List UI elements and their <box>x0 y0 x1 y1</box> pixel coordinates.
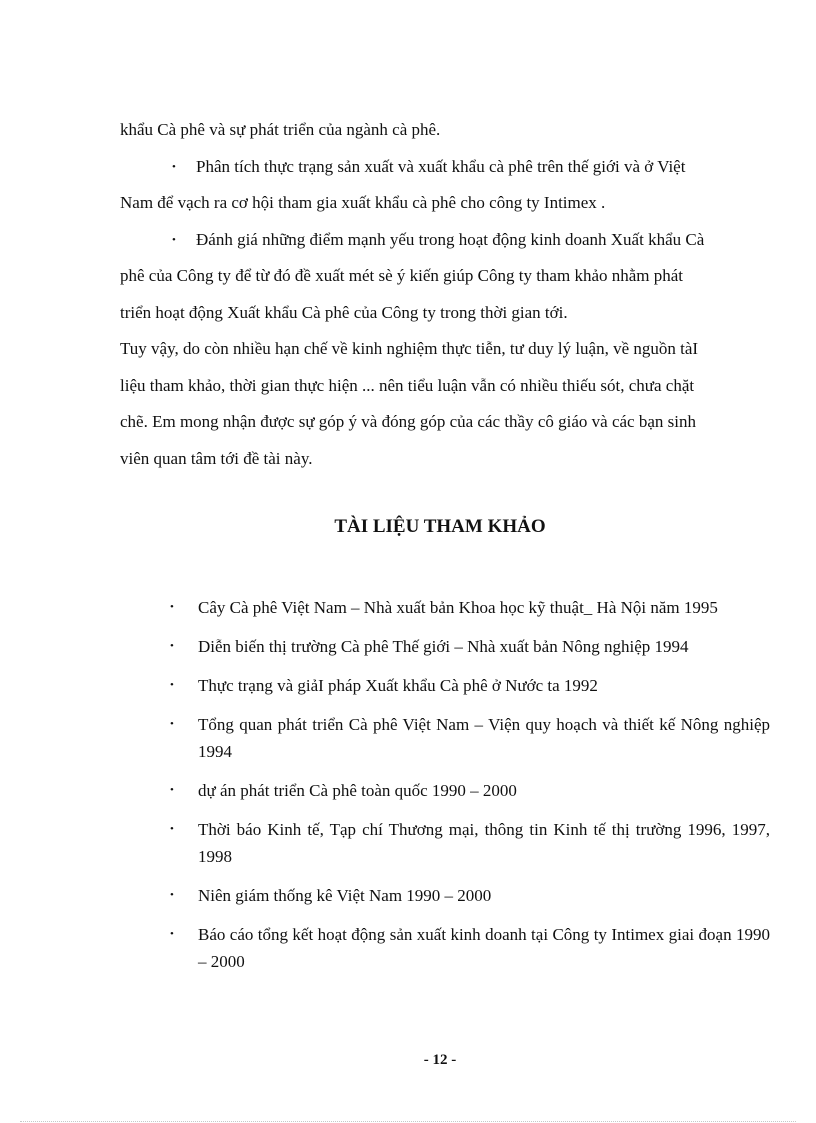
bullet-icon: • <box>170 823 174 835</box>
reference-item <box>170 633 770 660</box>
reference-text: Thời báo Kinh tế, Tạp chí Thương mại, thông tin Kinh tế thị trường 1996, 1997, 1998 <box>198 820 770 866</box>
bullet-item <box>120 149 770 186</box>
bullet-icon: • <box>170 679 174 691</box>
paragraph-line: Nam để vạch ra cơ hội tham gia xuất khẩu cà phê cho công ty Intimex . <box>120 193 606 212</box>
body-text <box>120 112 770 477</box>
reference-text: Cây Cà phê Việt Nam – Nhà xuất bản Khoa học kỹ thuật_ Hà Nội năm 1995 <box>198 598 718 617</box>
references-heading: TÀI LIỆU THAM KHẢO <box>334 516 546 537</box>
bullet-icon: • <box>170 718 174 730</box>
paragraph-line: chẽ. Em mong nhận được sự góp ý và đóng góp của các thầy cô giáo và các bạn sinh <box>120 412 696 431</box>
reference-text: Báo cáo tổng kết hoạt động sản xuất kinh doanh tại Công ty Intimex giai đoạn 1990 – 2000 <box>198 925 770 971</box>
paragraph-line: liệu tham khảo, thời gian thực hiện ... nên tiểu luận vẫn có nhiều thiếu sót, chưa chặt <box>120 375 695 395</box>
references-list <box>170 594 770 987</box>
bullet-icon: • <box>170 928 174 940</box>
bullet-icon: • <box>170 640 174 652</box>
reference-item <box>170 921 770 975</box>
bullet-icon: • <box>170 889 174 901</box>
reference-item <box>170 594 770 621</box>
reference-text: dự án phát triển Cà phê toàn quốc 1990 – 2000 <box>198 781 517 800</box>
paragraph-line: khẩu Cà phê và sự phát triển của ngành cà phê. <box>120 120 441 139</box>
page-number: - 12 - <box>423 1052 457 1068</box>
reference-item <box>170 672 770 699</box>
reference-item <box>170 777 770 804</box>
paragraph-line: viên quan tâm tới đề tài này. <box>120 448 313 468</box>
reference-text: Thực trạng và giảI pháp Xuất khẩu Cà phê ở Nước ta 1992 <box>198 676 598 695</box>
reference-item <box>170 711 770 765</box>
paragraph-line: Tuy vậy, do còn nhiều hạn chế về kinh nghiệm thực tiễn, tư duy lý luận, về nguồn tàI <box>120 339 699 358</box>
bullet-item <box>120 222 770 259</box>
paragraph-line: Phân tích thực trạng sản xuất và xuất khẩu cà phê trên thế giới và ở Việt <box>196 156 686 176</box>
reference-text: Niên giám thống kê Việt Nam 1990 – 2000 <box>198 886 492 905</box>
paragraph-line: triển hoạt động Xuất khẩu Cà phê của Công ty trong thời gian tới. <box>120 302 568 322</box>
reference-item <box>170 816 770 870</box>
bullet-icon: • <box>172 160 176 173</box>
page-bottom-divider <box>20 1121 796 1122</box>
bullet-icon: • <box>172 233 176 246</box>
paragraph-line: phê của Công ty để từ đó đề xuất mét sè ý kiến giúp Công ty tham khảo nhằm phát <box>120 266 684 285</box>
bullet-icon: • <box>170 601 174 613</box>
reference-item <box>170 882 770 909</box>
reference-text: Tổng quan phát triển Cà phê Việt Nam – Viện quy hoạch và thiết kế Nông nghiệp 1994 <box>198 715 770 761</box>
reference-text: Diễn biến thị trường Cà phê Thế giới – Nhà xuất bản Nông nghiệp 1994 <box>198 637 689 656</box>
paragraph-line: Đánh giá những điểm mạnh yếu trong hoạt động kinh doanh Xuất khẩu Cà <box>196 229 705 249</box>
bullet-icon: • <box>170 784 174 796</box>
